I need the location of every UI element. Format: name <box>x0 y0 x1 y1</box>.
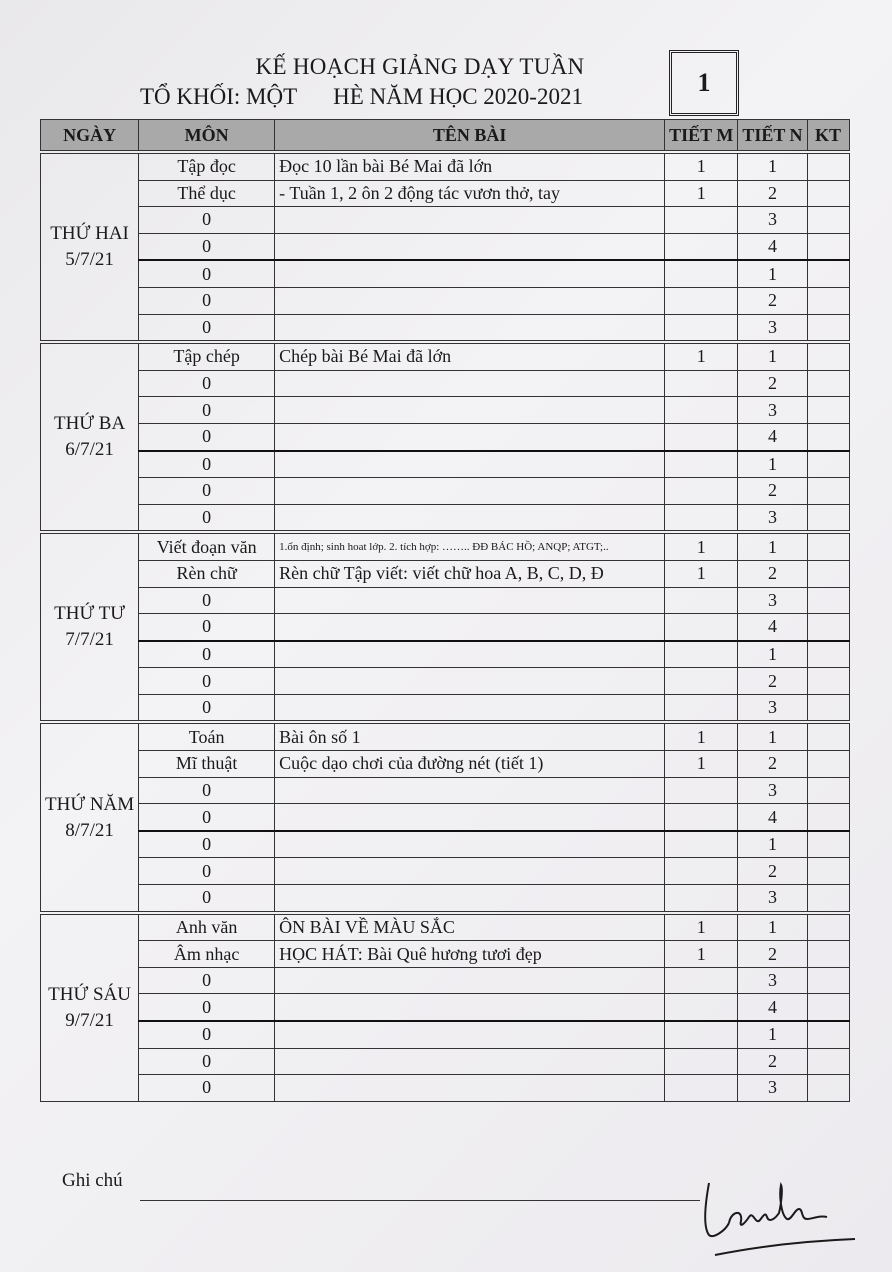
day-date: 9/7/21 <box>65 1009 114 1031</box>
tiet-n-cell: 3 <box>738 207 807 234</box>
tiet-n-cell: 1 <box>738 722 807 750</box>
tiet-m-cell <box>665 777 738 804</box>
col-header-subject: MÔN <box>139 120 275 153</box>
day-cell <box>41 722 139 912</box>
tiet-m-cell: 1 <box>665 180 738 207</box>
tiet-m-cell <box>665 994 738 1021</box>
lesson-cell <box>275 641 665 668</box>
tiet-n-cell: 3 <box>738 587 807 614</box>
table-row <box>41 260 850 287</box>
kt-cell <box>807 342 849 370</box>
tiet-m-cell: 1 <box>665 913 738 941</box>
lesson-cell <box>275 370 665 397</box>
lesson-cell: Rèn chữ Tập viết: viết chữ hoa A, B, C, D, Đ <box>275 560 665 587</box>
lesson-cell <box>275 831 665 858</box>
tiet-m-cell: 1 <box>665 751 738 778</box>
kt-cell <box>807 994 849 1021</box>
subject-cell: 0 <box>139 314 275 342</box>
tiet-n-cell: 2 <box>738 370 807 397</box>
subject-cell: 0 <box>139 260 275 287</box>
lesson-cell: HỌC HÁT: Bài Quê hương tươi đẹp <box>275 941 665 968</box>
table-row <box>41 994 850 1021</box>
kt-cell <box>807 532 849 560</box>
day-date: 8/7/21 <box>65 819 114 841</box>
subject-cell: 0 <box>139 287 275 314</box>
table-row <box>41 1021 850 1048</box>
kt-cell <box>807 180 849 207</box>
tiet-m-cell <box>665 587 738 614</box>
table-row <box>41 423 850 450</box>
tiet-m-cell <box>665 314 738 342</box>
col-header-day: NGÀY <box>41 120 139 153</box>
tiet-n-cell: 1 <box>738 260 807 287</box>
subject-cell: Tập đọc <box>139 152 275 180</box>
table-body <box>41 152 850 1101</box>
day-name: THỨ NĂM <box>45 793 135 815</box>
kt-cell <box>807 397 849 424</box>
lesson-cell <box>275 1075 665 1102</box>
day-date: 5/7/21 <box>65 249 114 271</box>
kt-cell <box>807 504 849 532</box>
table-row <box>41 885 850 913</box>
lesson-cell <box>275 587 665 614</box>
kt-cell <box>807 913 849 941</box>
table-row <box>41 560 850 587</box>
kt-cell <box>807 614 849 641</box>
kt-cell <box>807 804 849 831</box>
tiet-m-cell: 1 <box>665 941 738 968</box>
tiet-m-cell <box>665 207 738 234</box>
lesson-cell: ÔN BÀI VỀ MÀU SẮC <box>275 913 665 941</box>
table-row <box>41 180 850 207</box>
table-row <box>41 967 850 994</box>
tiet-m-cell <box>665 641 738 668</box>
table-row <box>41 641 850 668</box>
lesson-cell <box>275 233 665 260</box>
tiet-n-cell: 1 <box>738 913 807 941</box>
tiet-n-cell: 2 <box>738 751 807 778</box>
kt-cell <box>807 694 849 722</box>
table-row <box>41 397 850 424</box>
lesson-cell: Bài ôn số 1 <box>275 722 665 750</box>
kt-cell <box>807 885 849 913</box>
day-name: THỨ TƯ <box>54 603 125 625</box>
subject-cell: 0 <box>139 967 275 994</box>
table-header-row <box>41 120 850 153</box>
subject-cell: Âm nhạc <box>139 941 275 968</box>
table-row <box>41 941 850 968</box>
tiet-n-cell: 1 <box>738 1021 807 1048</box>
week-number-box: 1 <box>669 50 739 116</box>
subject-cell: 0 <box>139 1021 275 1048</box>
kt-cell <box>807 722 849 750</box>
col-header-kt: KT <box>807 120 849 153</box>
lesson-cell <box>275 858 665 885</box>
lesson-cell <box>275 451 665 478</box>
lesson-plan-table <box>40 119 850 1102</box>
subject-cell: 0 <box>139 831 275 858</box>
table-row <box>41 152 850 180</box>
school-year: HÈ NĂM HỌC 2020-2021 <box>333 84 583 109</box>
lesson-cell <box>275 885 665 913</box>
table-row <box>41 504 850 532</box>
tiet-m-cell <box>665 831 738 858</box>
tiet-n-cell: 1 <box>738 831 807 858</box>
lesson-cell: - Tuần 1, 2 ôn 2 động tác vươn thở, tay <box>275 180 665 207</box>
subject-cell: 0 <box>139 1048 275 1075</box>
note-line <box>140 1200 700 1201</box>
kt-cell <box>807 314 849 342</box>
tiet-n-cell: 4 <box>738 423 807 450</box>
tiet-m-cell <box>665 804 738 831</box>
kt-cell <box>807 777 849 804</box>
table-row <box>41 777 850 804</box>
tiet-m-cell <box>665 260 738 287</box>
tiet-n-cell: 3 <box>738 314 807 342</box>
kt-cell <box>807 560 849 587</box>
table-row <box>41 751 850 778</box>
subject-cell: 0 <box>139 587 275 614</box>
lesson-cell <box>275 504 665 532</box>
tiet-n-cell: 3 <box>738 1075 807 1102</box>
subject-cell: 0 <box>139 233 275 260</box>
subject-cell: 0 <box>139 478 275 505</box>
lesson-cell <box>275 777 665 804</box>
table-row <box>41 913 850 941</box>
subject-cell: 0 <box>139 451 275 478</box>
lesson-cell <box>275 994 665 1021</box>
tiet-m-cell <box>665 885 738 913</box>
tiet-m-cell <box>665 1048 738 1075</box>
lesson-cell: Cuộc dạo chơi của đường nét (tiết 1) <box>275 751 665 778</box>
table-row <box>41 314 850 342</box>
subject-cell: 0 <box>139 994 275 1021</box>
subject-cell: Tập chép <box>139 342 275 370</box>
tiet-n-cell: 1 <box>738 152 807 180</box>
tiet-n-cell: 4 <box>738 233 807 260</box>
kt-cell <box>807 423 849 450</box>
subject-cell: 0 <box>139 694 275 722</box>
tiet-n-cell: 2 <box>738 1048 807 1075</box>
kt-cell <box>807 751 849 778</box>
lesson-cell <box>275 1048 665 1075</box>
kt-cell <box>807 941 849 968</box>
table-row <box>41 1048 850 1075</box>
kt-cell <box>807 641 849 668</box>
subject-cell: 0 <box>139 423 275 450</box>
subject-cell: 0 <box>139 207 275 234</box>
lesson-cell <box>275 207 665 234</box>
tiet-n-cell: 3 <box>738 504 807 532</box>
tiet-n-cell: 2 <box>738 668 807 695</box>
tiet-m-cell <box>665 967 738 994</box>
table-row <box>41 694 850 722</box>
tiet-m-cell <box>665 668 738 695</box>
subject-cell: 0 <box>139 1075 275 1102</box>
col-header-tiet-m: TIẾT M <box>665 120 738 153</box>
lesson-cell <box>275 287 665 314</box>
tiet-n-cell: 4 <box>738 804 807 831</box>
table-row <box>41 722 850 750</box>
tiet-m-cell <box>665 233 738 260</box>
table-row <box>41 451 850 478</box>
tiet-n-cell: 3 <box>738 885 807 913</box>
tiet-m-cell <box>665 397 738 424</box>
tiet-n-cell: 2 <box>738 287 807 314</box>
subject-cell: 0 <box>139 804 275 831</box>
tiet-m-cell <box>665 287 738 314</box>
tiet-n-cell: 1 <box>738 641 807 668</box>
lesson-cell <box>275 1021 665 1048</box>
subject-cell: Rèn chữ <box>139 560 275 587</box>
tiet-n-cell: 2 <box>738 180 807 207</box>
lesson-cell: Đọc 10 lần bài Bé Mai đã lớn <box>275 152 665 180</box>
note-label: Ghi chú <box>62 1170 123 1191</box>
subject-cell: 0 <box>139 370 275 397</box>
kt-cell <box>807 451 849 478</box>
lesson-cell <box>275 260 665 287</box>
day-cell <box>41 532 139 722</box>
kt-cell <box>807 1021 849 1048</box>
table-row <box>41 614 850 641</box>
table-row <box>41 1075 850 1102</box>
tiet-n-cell: 2 <box>738 560 807 587</box>
table-row <box>41 342 850 370</box>
tiet-n-cell: 1 <box>738 532 807 560</box>
lesson-cell: 1.ổn định; sinh hoat lớp. 2. tích hợp: …….. ĐĐ BÁC HỒ; ANQP; ATGT;.. <box>275 532 665 560</box>
kt-cell <box>807 233 849 260</box>
table-row <box>41 804 850 831</box>
tiet-m-cell <box>665 478 738 505</box>
lesson-cell: Chép bài Bé Mai đã lớn <box>275 342 665 370</box>
tiet-m-cell <box>665 1021 738 1048</box>
lesson-cell <box>275 314 665 342</box>
tiet-m-cell <box>665 1075 738 1102</box>
kt-cell <box>807 1075 849 1102</box>
subject-cell: Mĩ thuật <box>139 751 275 778</box>
day-date: 7/7/21 <box>65 629 114 651</box>
kt-cell <box>807 858 849 885</box>
tiet-n-cell: 2 <box>738 478 807 505</box>
lesson-cell <box>275 614 665 641</box>
subject-cell: 0 <box>139 777 275 804</box>
day-name: THỨ SÁU <box>48 983 131 1005</box>
tiet-m-cell <box>665 614 738 641</box>
tiet-m-cell: 1 <box>665 532 738 560</box>
tiet-n-cell: 2 <box>738 941 807 968</box>
table-row <box>41 207 850 234</box>
kt-cell <box>807 287 849 314</box>
kt-cell <box>807 668 849 695</box>
tiet-n-cell: 1 <box>738 342 807 370</box>
tiet-n-cell: 2 <box>738 858 807 885</box>
day-name: THỨ BA <box>53 413 126 435</box>
subject-cell: Thể dục <box>139 180 275 207</box>
page-title: KẾ HOẠCH GIẢNG DẠY TUẦN <box>255 54 585 79</box>
tiet-n-cell: 3 <box>738 694 807 722</box>
table-row <box>41 668 850 695</box>
tiet-m-cell <box>665 694 738 722</box>
subject-cell: Anh văn <box>139 913 275 941</box>
table-row <box>41 370 850 397</box>
day-cell <box>41 342 139 532</box>
tiet-m-cell: 1 <box>665 722 738 750</box>
table-row <box>41 587 850 614</box>
day-cell <box>41 152 139 342</box>
tiet-n-cell: 3 <box>738 777 807 804</box>
table-row <box>41 532 850 560</box>
subject-cell: 0 <box>139 641 275 668</box>
lesson-cell <box>275 668 665 695</box>
table-row <box>41 831 850 858</box>
tiet-m-cell: 1 <box>665 152 738 180</box>
table-row <box>41 233 850 260</box>
tiet-n-cell: 3 <box>738 967 807 994</box>
kt-cell <box>807 370 849 397</box>
subject-cell: 0 <box>139 397 275 424</box>
lesson-cell <box>275 967 665 994</box>
tiet-m-cell <box>665 370 738 397</box>
kt-cell <box>807 831 849 858</box>
col-header-tiet-n: TIẾT N <box>738 120 807 153</box>
lesson-cell <box>275 478 665 505</box>
subject-cell: 0 <box>139 858 275 885</box>
kt-cell <box>807 260 849 287</box>
subject-cell: Viết đoạn văn <box>139 532 275 560</box>
subject-cell: Toán <box>139 722 275 750</box>
tiet-m-cell: 1 <box>665 342 738 370</box>
tiet-n-cell: 1 <box>738 451 807 478</box>
tiet-n-cell: 3 <box>738 397 807 424</box>
day-name: THỨ HAI <box>50 223 129 245</box>
tiet-m-cell: 1 <box>665 560 738 587</box>
day-cell <box>41 913 139 1102</box>
kt-cell <box>807 207 849 234</box>
subject-cell: 0 <box>139 504 275 532</box>
kt-cell <box>807 478 849 505</box>
tiet-n-cell: 4 <box>738 614 807 641</box>
lesson-cell <box>275 397 665 424</box>
subject-cell: 0 <box>139 668 275 695</box>
table-row <box>41 858 850 885</box>
kt-cell <box>807 587 849 614</box>
lesson-cell <box>275 804 665 831</box>
tiet-m-cell <box>665 504 738 532</box>
tiet-m-cell <box>665 451 738 478</box>
kt-cell <box>807 967 849 994</box>
subject-cell: 0 <box>139 614 275 641</box>
col-header-lesson: TÊN BÀI <box>275 120 665 153</box>
kt-cell <box>807 152 849 180</box>
day-date: 6/7/21 <box>65 439 114 461</box>
signature <box>695 1165 865 1265</box>
kt-cell <box>807 1048 849 1075</box>
table-row <box>41 287 850 314</box>
lesson-cell <box>275 423 665 450</box>
page-subtitle <box>140 84 583 110</box>
subject-cell: 0 <box>139 885 275 913</box>
tiet-m-cell <box>665 858 738 885</box>
lesson-cell <box>275 694 665 722</box>
tiet-m-cell <box>665 423 738 450</box>
group-label: TỔ KHỐI: MỘT <box>140 84 298 109</box>
table-row <box>41 478 850 505</box>
tiet-n-cell: 4 <box>738 994 807 1021</box>
